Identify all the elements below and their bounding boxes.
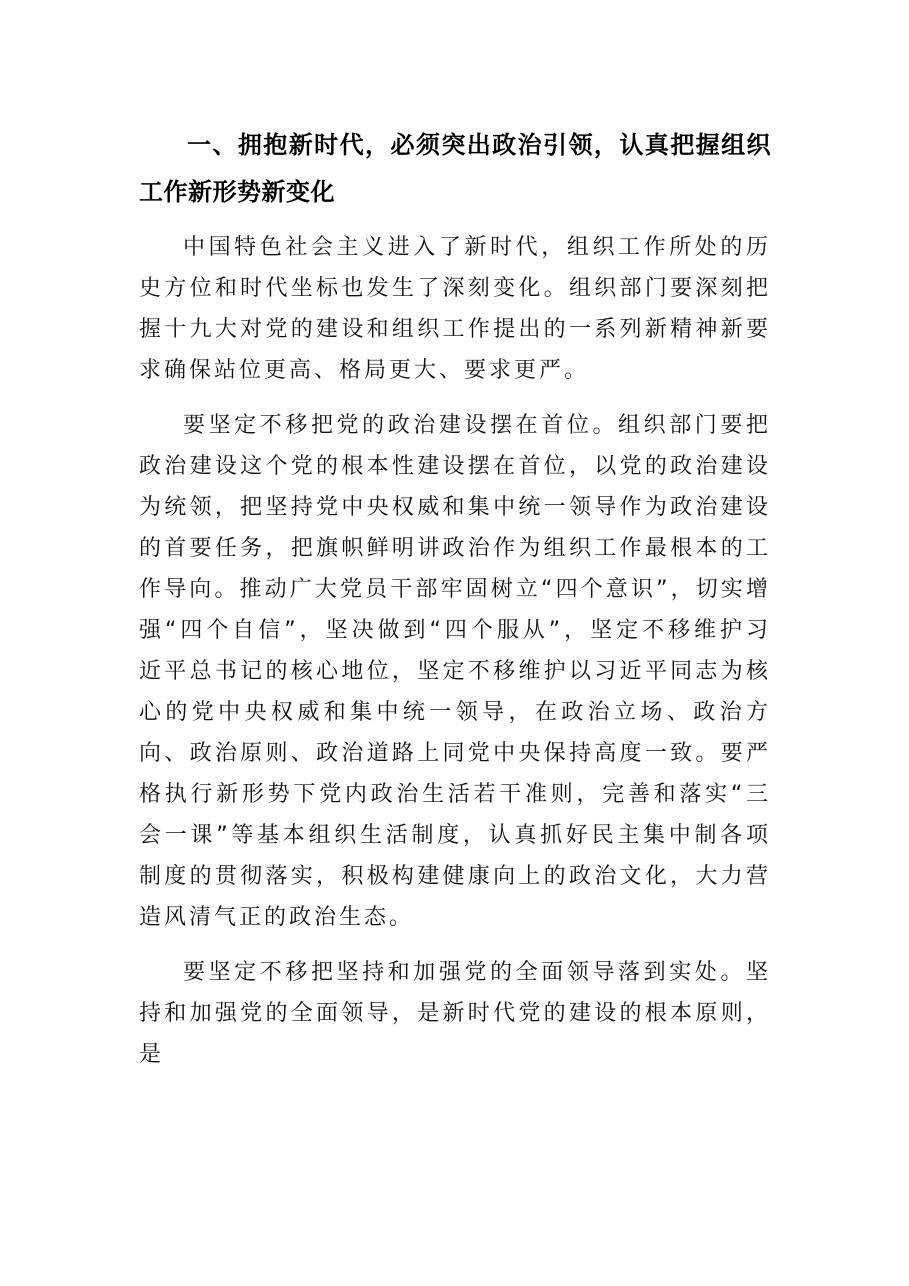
paragraph-3: 要坚定不移把坚持和加强党的全面领导落到实处。坚持和加强党的全面领导，是新时代党的建设的根本原则，是 <box>139 960 771 1067</box>
paragraph-1: 中国特色社会主义进入了新时代，组织工作所处的历史方位和时代坐标也发生了深刻变化。组织部门要深刻把握十九大对党的建设和组织工作提出的一系列新精神新要求确保站位更高、格局更大、要求更严。 <box>139 235 771 383</box>
section-heading: 一、拥抱新时代，必须突出政治引领，认真把握组织工作新形势新变化 <box>139 130 771 206</box>
document-body <box>139 121 771 1089</box>
paragraph-2: 要坚定不移把党的政治建设摆在首位。组织部门要把政治建设这个党的根本性建设摆在首位，以党的政治建设为统领，把坚持党中央权威和集中统一领导作为政治建设的首要任务，把旗帜鲜明讲政治作为组织工作最根本的工作导向。推动广大党员干部牢固树立“四个意识”，切实增强“四个自信”，坚决做到“四个服从”，坚定不移维护习近平总书记的核心地位，坚定不移维护以习近平同志为核心的党中央权威和集中统一领导，在政治立场、政治方向、政治原则、政治道路上同党中央保持高度一致。要严格执行新形势下党内政治生活若干准则，完善和落实“三会一课”等基本组织生活制度，认真抓好民主集中制各项制度的贯彻落实，积极构建健康向上的政治文化，大力营造风清气正的政治生态。 <box>139 413 771 930</box>
